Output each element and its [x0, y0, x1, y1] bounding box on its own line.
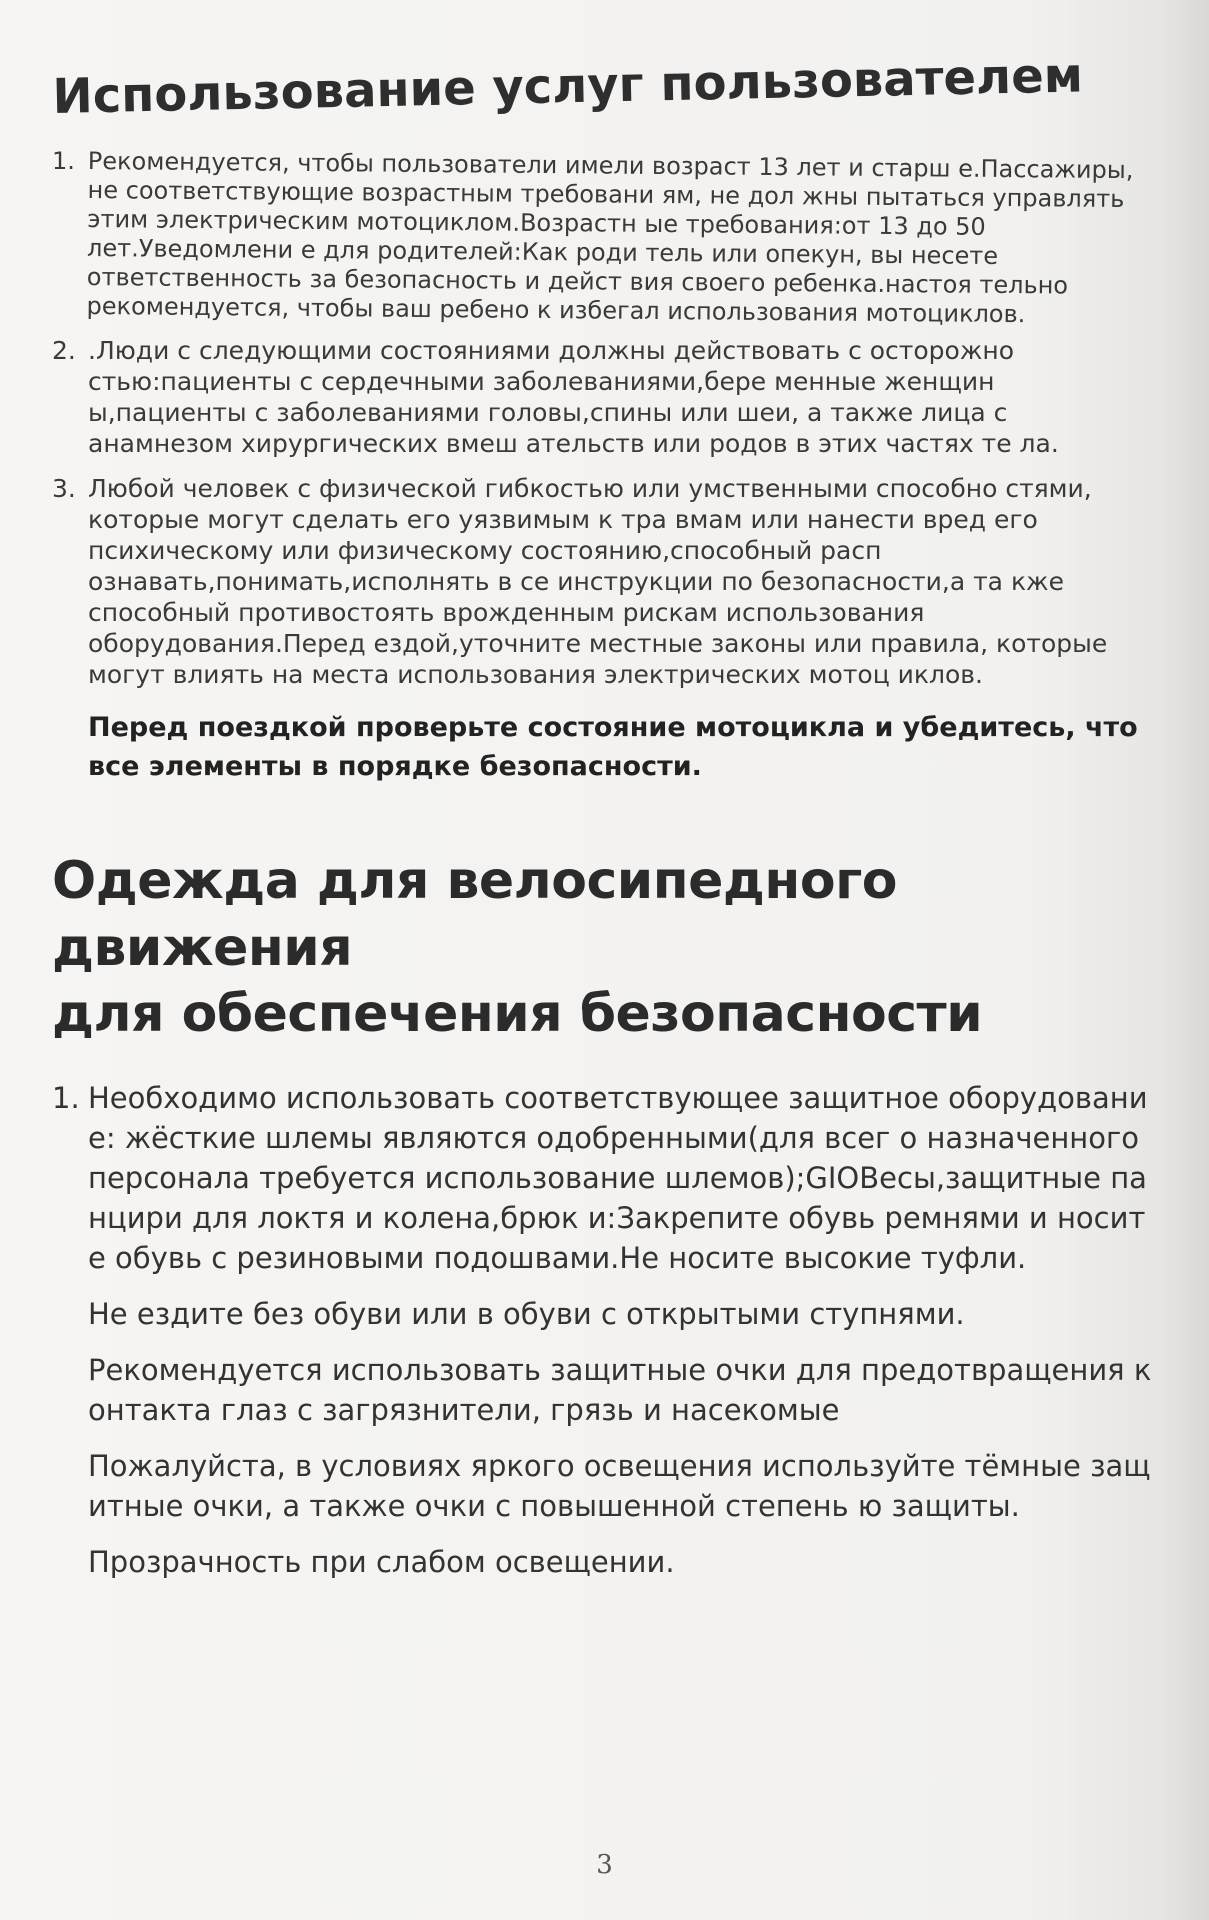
list-item — [52, 1078, 1152, 1278]
list-item-number: 3. — [52, 474, 76, 504]
list-item-text: Рекомендуется, чтобы пользователи имели возраст 13 лет и старш е.Пассажиры, не соответствующие возрастным требовани ям, не дол жны пытаться управлять этим электрическим мотоциклом.Возрастн ые требования:от 13 до 50 лет.Уведомлени е для родителей:Как роди тель или опекун, вы несете ответственность за безопасность и дейст вия своего ребенка.настоя тельно рекомендуется, чтобы ваш ребено к избегал использования мотоциклов. — [86, 147, 1134, 329]
section2-title-line2: для обеспечения безопасности — [52, 984, 983, 1045]
list-item — [52, 335, 1152, 459]
list-item-number: 1. — [52, 1080, 80, 1115]
safety-note: Перед поездкой проверьте состояние мотоцикла и убедитесь, что все элементы в порядке безопасности. — [88, 712, 1138, 783]
section1-list — [52, 147, 1152, 690]
paragraph-dark-glasses: Пожалуйста, в условиях яркого освещения используйте тёмные защ итные очки, а также очки с повышенной степень ю защиты. — [88, 1448, 1151, 1523]
list-item-number: 2. — [52, 336, 76, 366]
section2-title-line1: Одежда для велосипедного движения — [52, 851, 897, 978]
page-content — [51, 47, 1152, 1582]
list-item-number: 1. — [52, 147, 75, 176]
paragraph-goggles: Рекомендуется использовать защитные очки для предотвращения к онтакта глаз с загрязнители, грязь и насекомые — [88, 1352, 1152, 1427]
page-number: 3 — [596, 1850, 613, 1880]
paragraph-footwear: Не ездите без обуви или в обуви с открытыми ступнями. — [88, 1296, 965, 1331]
list-item-text: .Люди с следующими состояниями должны действовать с осторожно стью:пациенты с сердечными заболеваниями,бере менные женщин ы,пациенты с заболеваниями головы,спины или шеи, а также лица с анамнезом хирургических вмеш ательств или родов в этих частях те ла. — [88, 336, 1059, 459]
list-item-text: Необходимо использовать соответствующее защитное оборудовани е: жёсткие шлемы являются одобренными(для всег о назначенного персонала требуется использование шлемов);GIOВесы,защитные па нцири для локтя и колена,брюк и:Закрепите обувь ремнями и носит е обувь с резиновыми подошвами.Не носите высокие туфли. — [88, 1080, 1148, 1275]
list-item — [52, 147, 1152, 329]
list-item — [52, 473, 1152, 690]
section2-list — [52, 1078, 1152, 1278]
list-item-text: Любой человек с физической гибкостью или умственными способно стями, которые могут сделать его уязвимым к тра вмам или нанести вред его психическому или физическому состоянию,способный расп ознавать,понимать,исполнять в се инструкции по безопасности,а та кже способный противостоять врожденным рискам использования оборудования.Перед ездой,уточните местные законы или правила, которые могут влиять на места использования электрических мотоц иклов. — [88, 474, 1108, 690]
section1-title: Использование услуг пользователем — [51, 47, 1084, 125]
section2-title — [52, 848, 1152, 1048]
paragraph-low-light: Прозрачность при слабом освещении. — [88, 1544, 675, 1579]
